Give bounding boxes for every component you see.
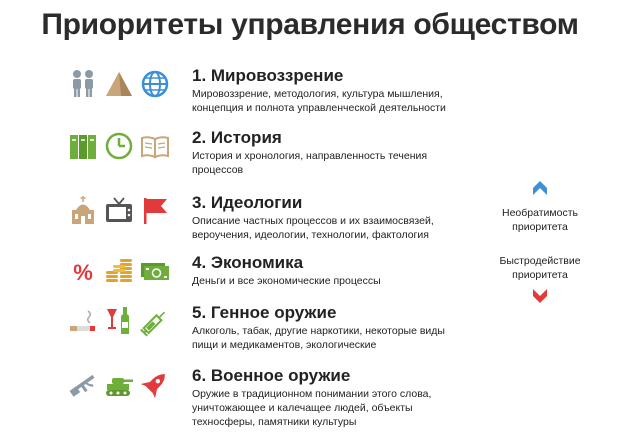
cigarette-icon — [68, 305, 98, 337]
arrow-up-icon — [532, 180, 548, 196]
item-description: Описание частных процессов и их взаимосвязей, вероучения, идеологии, технологии, фактология — [192, 215, 434, 241]
icon-group — [68, 305, 174, 339]
pyramid-icon — [104, 68, 134, 100]
bottles-icon — [104, 305, 134, 337]
tank-icon — [104, 368, 134, 400]
irreversibility-label: Необратимость приоритета — [502, 207, 578, 233]
page-title: Приоритеты управления обществом — [41, 8, 579, 41]
people-icon — [68, 68, 98, 100]
globe-icon — [140, 68, 170, 100]
item-description: Мировоззрение, методология, культура мышления, концепция и полнота управленческой деятельности — [192, 88, 446, 114]
item-description: Оружие в традиционном понимании этого слова, уничтожающее и калечащее людей, объекты техносферы, памятники культуры — [192, 388, 432, 428]
clock-icon — [104, 130, 134, 162]
icon-group — [68, 195, 174, 229]
speed-label: Быстродействие приоритета — [499, 255, 581, 281]
item-title: 4. Экономика — [192, 253, 304, 272]
icon-group — [68, 255, 174, 289]
item-title: 2. История — [192, 128, 282, 147]
item-title: 3. Идеологии — [192, 193, 303, 212]
svg-text:%: % — [73, 260, 93, 285]
item-description: История и хронология, направленность течения процессов — [192, 150, 428, 176]
open-book-icon — [140, 130, 170, 162]
priority-item-genetic-weapons — [0, 305, 620, 365]
item-description: Алкоголь, табак, другие наркотики, некоторые виды пищи и медикаментов, экологические — [192, 325, 445, 351]
item-title: 5. Генное оружие — [192, 303, 337, 322]
icon-group — [68, 68, 174, 102]
church-icon — [68, 195, 98, 227]
item-description: Деньги и все экономические процессы — [192, 275, 381, 287]
priority-item-history — [0, 130, 620, 190]
icon-group — [68, 368, 174, 402]
arrow-down-icon — [532, 288, 548, 304]
priority-item-military-weapons — [0, 368, 620, 428]
books-icon — [68, 130, 98, 162]
tv-icon — [104, 195, 134, 227]
flag-icon — [140, 195, 170, 227]
item-title: 6. Военное оружие — [192, 366, 351, 385]
coins-icon — [104, 255, 134, 287]
syringe-icon — [140, 305, 170, 337]
banknotes-icon — [140, 255, 170, 287]
item-title: 1. Мировоззрение — [192, 66, 344, 85]
rifle-icon — [68, 368, 98, 400]
percent-icon — [68, 255, 98, 287]
icon-group — [68, 130, 174, 164]
priority-item-worldview — [0, 68, 620, 128]
rocket-icon — [140, 368, 170, 400]
